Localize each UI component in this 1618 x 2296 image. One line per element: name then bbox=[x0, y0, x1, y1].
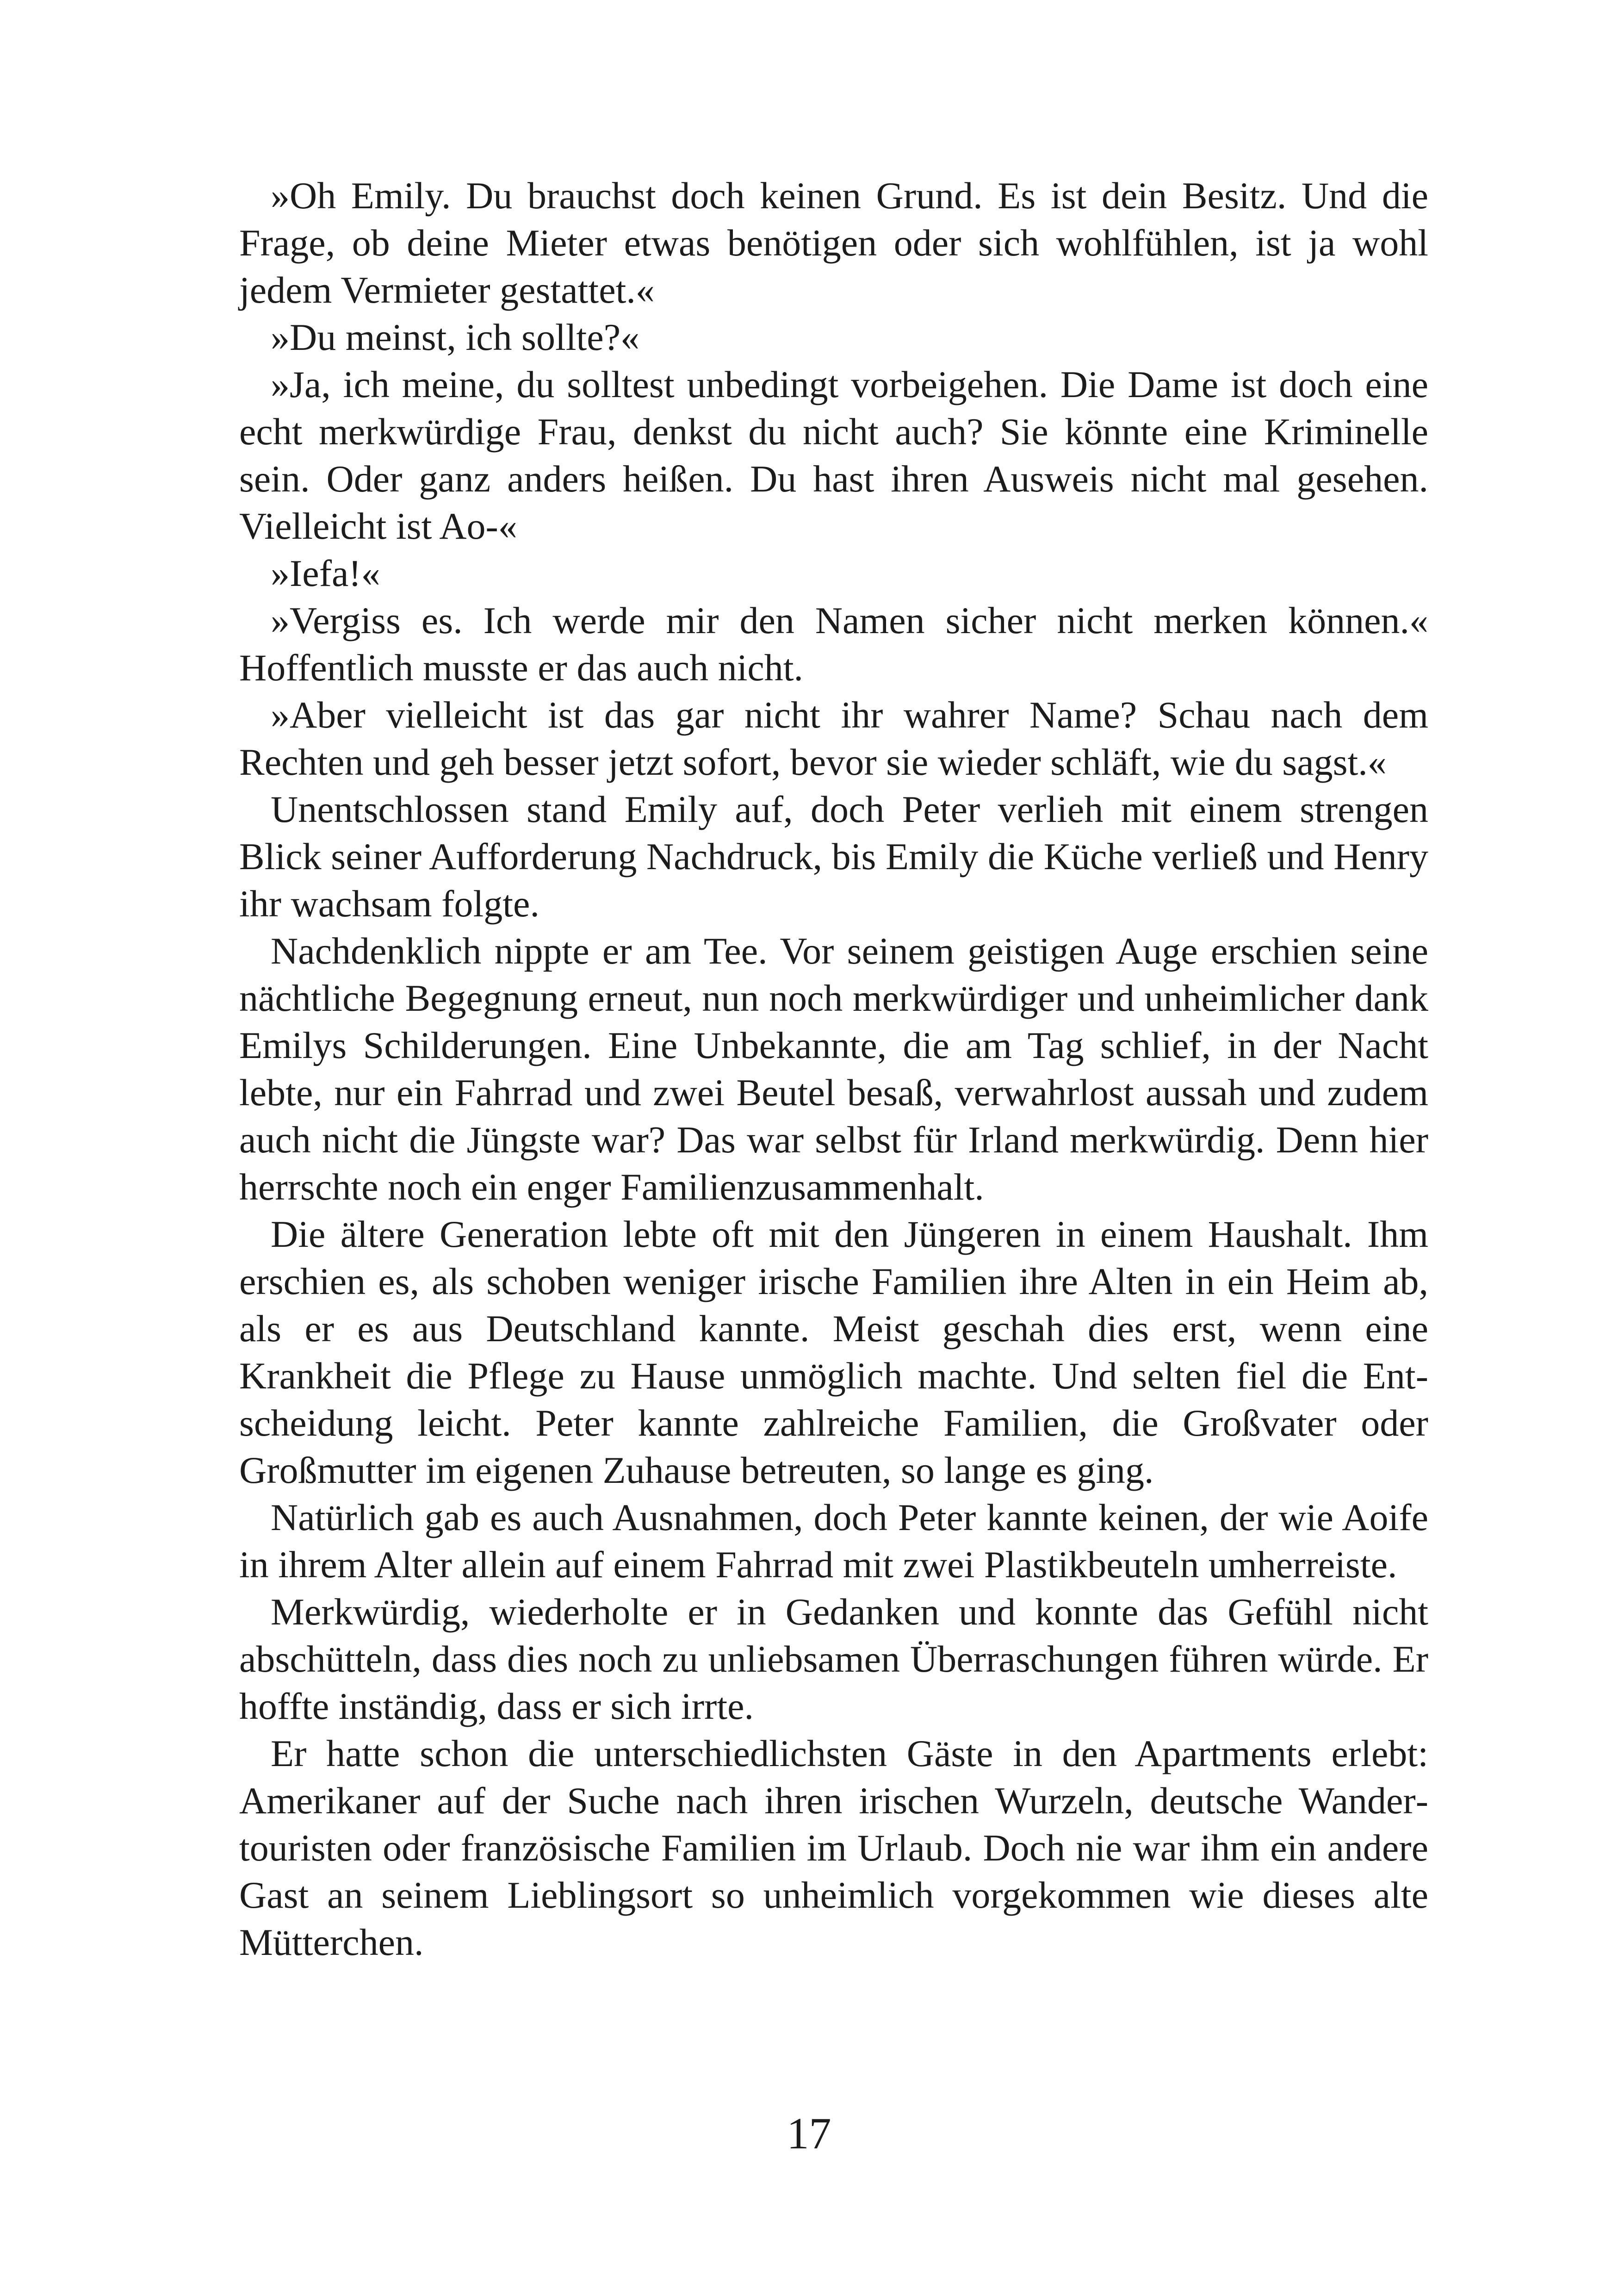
body-text bbox=[239, 172, 1428, 1966]
paragraph: Merkwürdig, wiederholte er in Gedanken und konnte das Gefühl nicht abschütteln, dass dies noch zu unliebsamen Überraschungen führen würde. Er hoffte inständig, dass er sich irrte. bbox=[239, 1591, 1428, 1727]
paragraph: Nachdenklich nippte er am Tee. Vor seinem geistigen Auge erschien seine nächtliche Begegnung erneut, nun noch merkwürdiger und unheimlicher dank Emilys Schilderungen. Eine Unbekannte, die am Tag schlief, in der Nacht lebte, nur ein Fahrrad und zwei Beutel besaß, verwahrlost aussah und zudem auch nicht die Jüngste war? Das war selbst für Irland merkwürdig. Denn hier herrschte noch ein enger Familienzusammenhalt. bbox=[239, 930, 1428, 1208]
paragraph: »Vergiss es. Ich werde mir den Namen sicher nicht merken können.« Hoffentlich musste er das auch nicht. bbox=[239, 599, 1428, 689]
paragraph: Unentschlossen stand Emily auf, doch Peter verlieh mit einem strengen Blick seiner Aufforderung Nachdruck, bis Emily die Küche verließ und Henry ihr wachsam folgte. bbox=[239, 788, 1428, 925]
paragraph: »Du meinst, ich sollte?« bbox=[271, 316, 640, 358]
page-number: 17 bbox=[787, 2109, 831, 2158]
paragraph: Die ältere Generation lebte oft mit den Jüngeren in einem Haushalt. Ihm erschien es, als schoben weniger irische Familien ihre Alten in ein Heim ab, als er es aus Deutschland kannte. Meist geschah dies erst, wenn eine Krankheit die Pflege zu Hause unmöglich machte. Und selten fiel die Entscheidung leicht. Peter kannte zahlreiche Familien, die Großvater oder Großmutter im eigenen Zuhause betreuten, so lange es ging. bbox=[239, 1213, 1428, 1491]
paragraph: Natürlich gab es auch Ausnahmen, doch Peter kannte keinen, der wie Aoife in ihrem Alter allein auf einem Fahrrad mit zwei Plastikbeuteln umherreiste. bbox=[239, 1496, 1428, 1586]
paragraph: »Iefa!« bbox=[271, 552, 380, 594]
paragraph: Er hatte schon die unterschiedlichsten Gäste in den Apartments erlebt: Amerikaner auf der Suche nach ihren irischen Wurzeln, deutsche Wandertouristen oder französische Familien im Urlaub. Doch nie war ihm ein andere Gast an seinem Lieblingsort so unheimlich vorgekommen wie dieses alte Mütterchen. bbox=[239, 1732, 1428, 1963]
paragraph: »Ja, ich meine, du solltest unbedingt vorbeigehen. Die Dame ist doch eine echt merkwürdige Frau, denkst du nicht auch? Sie könnte eine Kriminelle sein. Oder ganz anders heißen. Du hast ihren Ausweis nicht mal gesehen. Vielleicht ist Ao-« bbox=[239, 363, 1428, 547]
paragraph: »Aber vielleicht ist das gar nicht ihr wahrer Name? Schau nach dem Rechten und geh besser jetzt sofort, bevor sie wieder schläft, wie du sagst.« bbox=[239, 694, 1428, 783]
paragraph: »Oh Emily. Du brauchst doch keinen Grund. Es ist dein Besitz. Und die Frage, ob deine Mieter etwas benötigen oder sich wohlfühlen, ist ja wohl jedem Vermieter gestattet.« bbox=[239, 174, 1428, 311]
